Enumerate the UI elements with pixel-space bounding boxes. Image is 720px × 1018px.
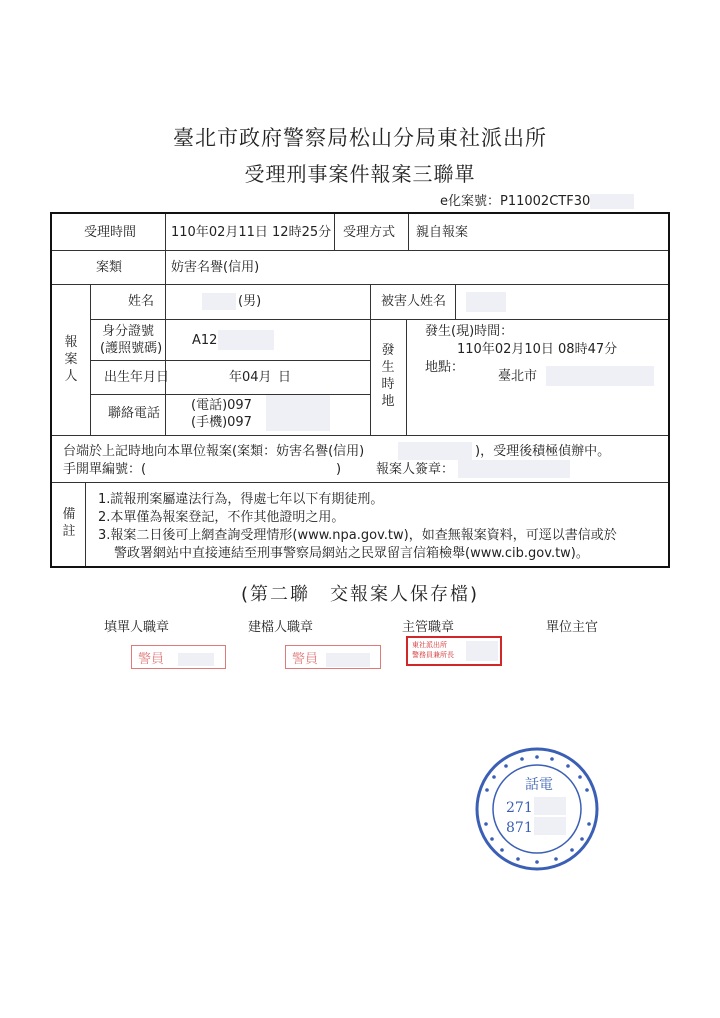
phone-mobile-value: (手機)097 [191,415,252,430]
supervisor-seal-label: 主管職章 [402,620,455,635]
redaction-box [266,395,330,431]
seal-number-line-1: 271 [506,800,533,816]
manual-number-close: ) [336,462,342,477]
location-value: 臺北市 [498,369,538,384]
phone-label: 聯絡電話 [108,406,161,421]
occurrence-time-label: 發生(現)時間： [425,324,514,339]
location-label: 地點： [425,360,465,375]
victim-name-label: 被害人姓名 [381,294,447,309]
gender-value: (男) [238,294,262,309]
received-time-label: 受理時間 [84,225,137,240]
redaction-box [466,292,506,312]
manual-number-label: 手開單編號：( [63,462,147,477]
builder-stamp-text: 警員 [292,652,319,667]
phone-home-value: (電話)097 [191,398,252,413]
id-label-2: (護照號碼) [100,341,163,356]
birth-day-suffix: 日 [278,370,292,385]
occurrence-label: 發生時地 [381,343,395,409]
statement-line-1: 台端於上記時地向本單位報案(案類：妨害名譽(信用) [63,444,365,459]
signature-label: 報案人簽章： [376,462,455,477]
redaction-box [466,641,498,661]
name-label: 姓名 [128,294,155,309]
method-label: 受理方式 [343,225,396,240]
redaction-box [398,442,472,460]
note-item: 2.本單僅為報案登記，不作其他證明之用。 [98,510,345,525]
redaction-box [178,653,214,666]
received-time-value: 110年02月11日 12時25分 [171,225,332,240]
birth-month-value: 年04月 [229,370,272,385]
ecase-number [440,190,634,209]
filler-stamp [131,645,226,669]
redaction-box [590,194,634,209]
supervisor-stamp [406,636,502,666]
redaction-box [218,330,274,350]
statement-line-1-end: )，受理後積極偵辦中。 [475,444,611,459]
occurrence-time-value: 110年02月10日 08時47分 [457,342,618,357]
document-title: 臺北市政府警察局松山分局東社派出所 [173,126,547,150]
supervisor-stamp-line-2: 警務員兼所長 [412,651,454,659]
copy-label: (第二聯 交報案人保存檔) [240,584,480,605]
ecase-label: e化案號： [440,194,500,209]
method-value: 親自報案 [416,225,469,240]
redaction-box [546,366,654,386]
supervisor-stamp-line-1: 東社派出所 [412,641,447,649]
seal-phone-label: 話電 [525,777,553,793]
notes-label: 備註 [62,507,76,539]
redaction-box [534,797,566,815]
builder-seal-label: 建檔人職章 [248,620,314,635]
reporter-label: 報案人 [64,335,78,384]
id-value: A12 [192,333,218,348]
unit-head-label: 單位主官 [546,620,599,635]
case-type-value: 妨害名譽(信用) [171,260,260,275]
case-type-label: 案類 [96,260,123,275]
builder-stamp [285,645,381,669]
document-subtitle: 受理刑事案件報案三聯單 [244,162,476,186]
redaction-box [326,653,370,667]
birth-label: 出生年月日 [104,370,170,385]
ecase-value: P11002CTF30 [500,194,591,209]
police-station-seal [472,744,602,874]
filler-seal-label: 填單人職章 [104,620,170,635]
redaction-box [458,460,570,478]
redaction-box [534,817,566,835]
id-label-1: 身分證號 [102,324,155,339]
note-item: 1.謊報刑案屬違法行為，得處七年以下有期徒刑。 [98,492,384,507]
report-table [50,212,670,568]
note-item: 3.報案二日後可上網查詢受理情形(www.npa.gov.tw)，如查無報案資料，可逕以書信或於 [98,528,617,543]
note-item: 警政署網站中直接連結至刑事警察局網站之民眾留言信箱檢舉(www.cib.gov.tw)。 [114,546,589,561]
redaction-box [202,293,236,310]
filler-stamp-text: 警員 [138,652,165,667]
seal-number-line-2: 871 [506,820,533,836]
